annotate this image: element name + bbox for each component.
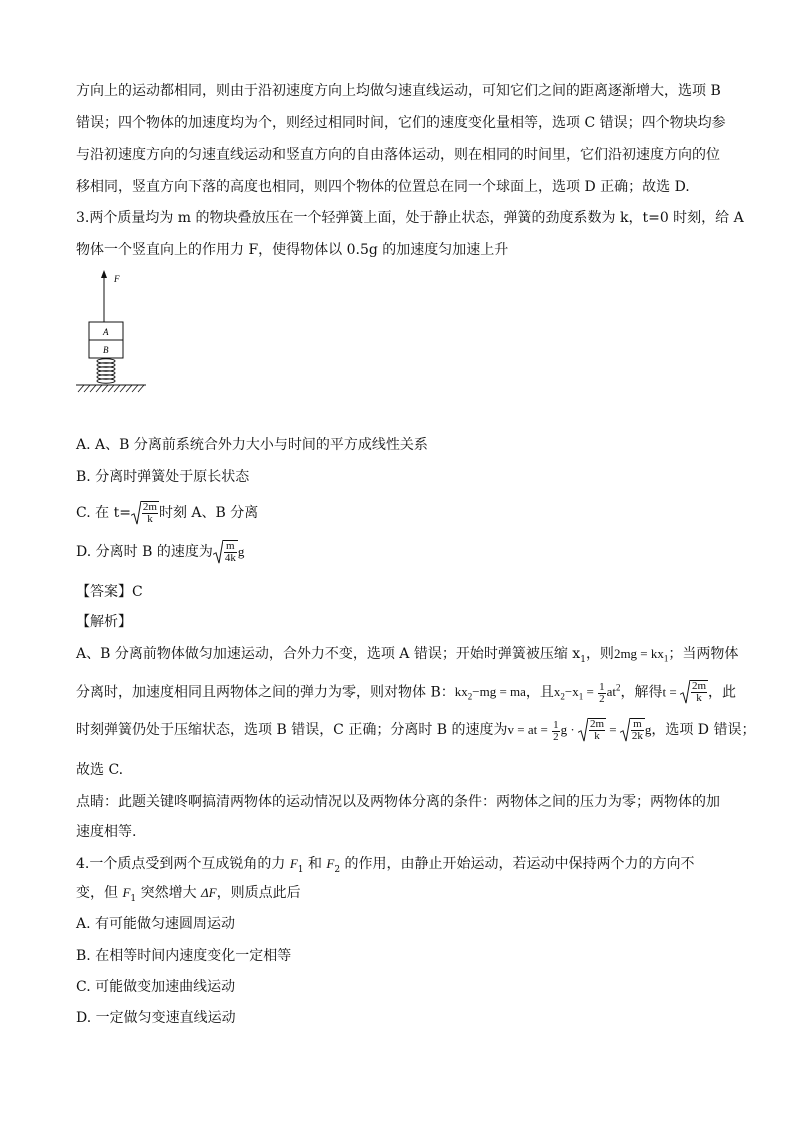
text-line: 移相同，竖直方向下落的高度也相同，则四个物体的位置总在同一个球面上，选项 D 正确；故选 D. [76, 179, 690, 195]
sqrt-expression: $\frac{2m}{k}$ [680, 680, 708, 704]
option-d: D. 分离时 B 的速度为 $\frac{m}{4k}$ g [76, 540, 245, 564]
analysis-line: A、B 分离前物体做匀加速运动，合外力不变，选项 A 错误；开始时弹簧被压缩 $x_1$，则$2mg = kx_1$；当两物体 [76, 646, 739, 665]
sqrt-expression: $\frac{m}{4k}$ [213, 540, 238, 564]
ground-hatch [78, 385, 144, 392]
spring [97, 359, 115, 383]
question-4-stem: 变，但 $F_1$ 突然增大 ΔF，则质点此后 [76, 885, 301, 904]
sqrt-expression: $\frac{2m}{k}$ [578, 718, 606, 742]
note-line: 点睛：此题关键咚啊搞清两物体的运动情况以及两物体分离的条件：两物体之间的压力为零；两物体的加 [76, 794, 720, 810]
spring-block-figure [70, 268, 150, 394]
analysis-line: 时刻弹簧仍处于压缩状态，选项 B 错误，C 正确；分离时 B 的速度为v = at = $\frac{1}{2}$ g · $\frac{2m}{k}$ = $\frac{m}{2k}$ g，选项 D 错误； [76, 718, 756, 743]
block-b-label: B [103, 345, 109, 355]
option-a: A. 有可能做匀速圆周运动 [76, 916, 236, 932]
option-c: C. 可能做变加速曲线运动 [76, 979, 236, 995]
question-3-stem: 3.两个质量均为 m 的物块叠放压在一个轻弹簧上面，处于静止状态，弹簧的劲度系数为 k，t=0 时刻，给 A [76, 210, 744, 226]
analysis-line: 分离时，加速度相同且两物体之间的弹力为零，则对物体 B：$kx_2-mg$ = ma，且$x_2-x_1$ = $\frac{1}{2}$ $at^2$，解得t = $\frac{2m}{k}$ ，此 [76, 680, 737, 705]
option-d: D. 一定做匀变速直线运动 [76, 1010, 236, 1026]
sqrt-expression: $\frac{m}{2k}$ [620, 718, 645, 742]
analysis-line: 故选 C. [76, 762, 124, 778]
question-3-stem: 物体一个竖直向上的作用力 F，使得物体以 0.5g 的加速度匀加速上升 [76, 242, 509, 258]
question-4-stem: 4.一个质点受到两个互成锐角的力 $F_1$ 和 $F_2$ 的作用，由静止开始运动，若运动中保持两个力的方向不 [76, 856, 695, 875]
answer: 【答案】C [76, 584, 143, 600]
text-line: 与沿初速度方向的匀速直线运动和竖直方向的自由落体运动，则在相同的时间里，它们沿初速度方向的位 [76, 147, 720, 163]
force-label: F [114, 274, 120, 284]
block-a-label: A [103, 327, 109, 337]
text-line: 错误；四个物体的加速度均为个，则经过相同时间，它们的速度变化量相等，选项 C 错误；四个物块均参 [76, 115, 726, 131]
sqrt-expression: $\frac{2m}{k}$ [131, 501, 159, 525]
text-line: 方向上的运动都相同，则由于沿初速度方向上均做匀速直线运动，可知它们之间的距离逐渐增大，选项 B [76, 83, 721, 99]
option-b: B. 分离时弹簧处于原长状态 [76, 469, 250, 485]
option-a: A. A、B 分离前系统合外力大小与时间的平方成线性关系 [76, 437, 428, 453]
analysis-heading: 【解析】 [76, 614, 132, 630]
option-c: C. 在 t= $\frac{2m}{k}$ 时刻 A、B 分离 [76, 501, 259, 525]
option-b: B. 在相等时间内速度变化一定相等 [76, 948, 292, 964]
note-line: 速度相等. [76, 824, 137, 840]
